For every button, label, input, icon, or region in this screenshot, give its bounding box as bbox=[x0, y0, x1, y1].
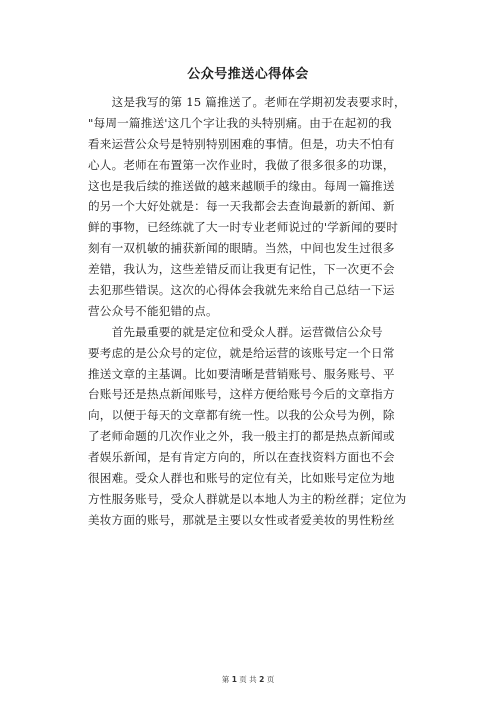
text-line: 向，以便于每天的文章都有统一性。以我的公众号为例，除 bbox=[88, 408, 395, 423]
document-body bbox=[88, 92, 444, 531]
footer-suffix: 页 bbox=[266, 675, 275, 684]
text-line: 首先最重要的就是定位和受众人群。运营微信公众号 bbox=[88, 324, 383, 339]
text-line: 刻有一双机敏的捕获新闻的眼睛。当然，中间也发生过很多 bbox=[88, 241, 395, 256]
footer-current-page: 1 bbox=[231, 675, 237, 684]
text-line: 这是我写的第 15 篇推送了。老师在学期初发表要求时， bbox=[88, 95, 406, 109]
text-line: 心人。老师在布置第一次作业时，我做了很多很多的功课， bbox=[88, 157, 395, 172]
text-line: 者娱乐新闻，是有肯定方向的，所以在查找资料方面也不会 bbox=[88, 450, 395, 465]
text-line: 鲜的事物，已经练就了大一时专业老师说过的'学新闻的要时 bbox=[88, 220, 399, 235]
text-line: 推送文章的主基调。比如要清晰是营销账号、服务账号、平 bbox=[88, 366, 395, 381]
text-line: 营公众号不能犯错的点。 bbox=[88, 303, 218, 318]
text-line: 这也是我后续的推送做的越来越顺手的缘由。每周一篇推送 bbox=[88, 178, 395, 193]
text-line: 去犯那些错误。这次的心得体会我就先来给自己总结一下运 bbox=[88, 283, 395, 298]
text-line: 要考虑的是公众号的定位，就是给运营的该账号定一个日常 bbox=[88, 345, 395, 360]
text-line: 了老师命题的几次作业之外，我一般主打的都是热点新闻或 bbox=[88, 429, 395, 444]
paragraph-2 bbox=[88, 322, 444, 531]
text-line: 很困难。受众人群也和账号的定位有关，比如账号定位为地 bbox=[88, 471, 395, 486]
page-footer bbox=[0, 675, 496, 685]
text-line: 方性服务账号，受众人群就是以本地人为主的粉丝群；定位为 bbox=[88, 491, 407, 506]
footer-prefix: 第 bbox=[221, 675, 230, 684]
text-line: 美妆方面的账号，那就是主要以女性或者爱美妆的男性粉丝 bbox=[88, 512, 395, 527]
paragraph-1 bbox=[88, 92, 444, 322]
text-line: 的另一个大好处就是：每一天我都会去查询最新的新闻、新 bbox=[88, 199, 395, 214]
text-line: "每周一篇推送'这几个字让我的头特别痛。由于在起初的我 bbox=[88, 115, 392, 130]
footer-middle: 页 共 bbox=[239, 675, 257, 684]
document-title: 公众号推送心得体会 bbox=[187, 67, 309, 82]
text-line: 差错，我认为，这些差错反而让我更有记性，下一次更不会 bbox=[88, 262, 395, 277]
text-line: 看来运营公众号是特别特别困难的事情。但是，功夫不怕有 bbox=[88, 136, 395, 151]
text-line: 台账号还是热点新闻账号，这样方便给账号今后的文章指方 bbox=[88, 387, 395, 402]
footer-total-pages: 2 bbox=[259, 675, 265, 684]
